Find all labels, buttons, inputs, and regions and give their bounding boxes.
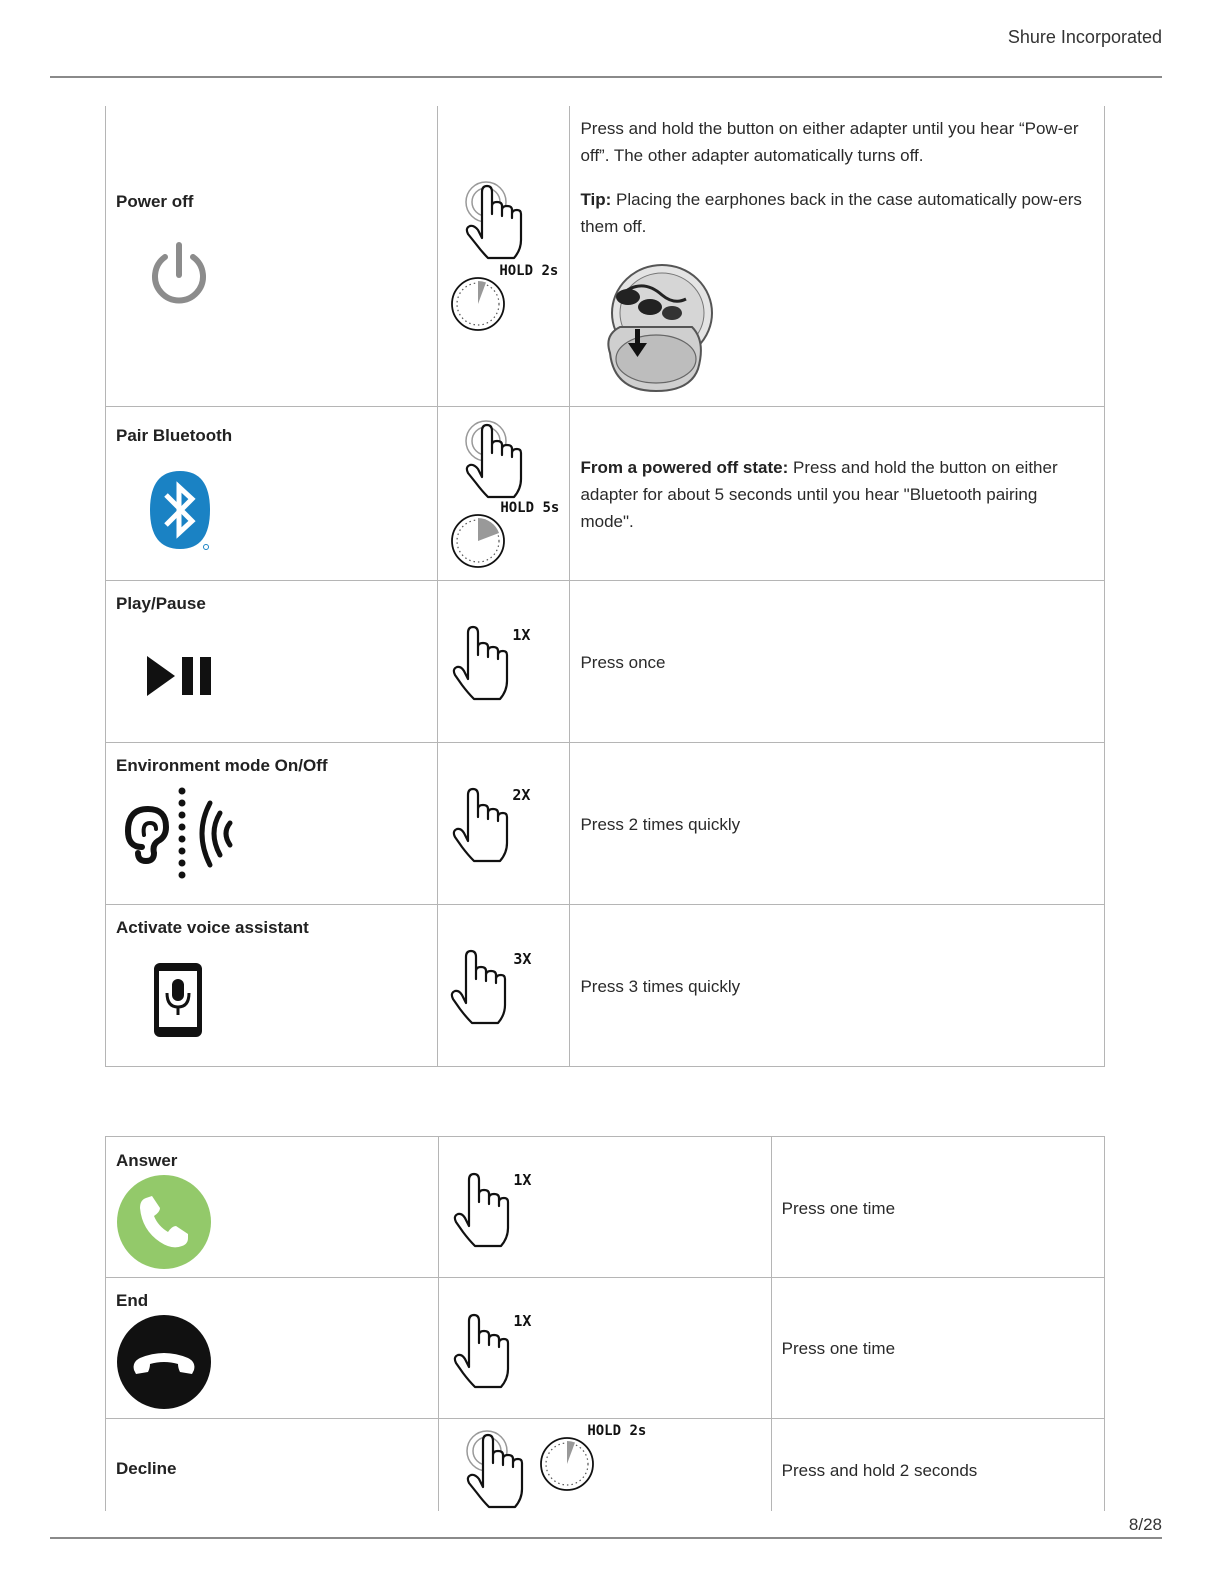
desc-bold: From a powered off state:: [580, 457, 789, 477]
table-row: [106, 580, 1105, 742]
gesture-label: 3X: [513, 949, 532, 968]
play-pause-icon: [146, 655, 214, 697]
table-row: [106, 904, 1105, 1066]
table-row: [106, 742, 1105, 904]
hand-tap-icon: [452, 787, 510, 863]
row-label: Answer: [116, 1151, 178, 1170]
row-label: Power off: [116, 192, 194, 211]
gesture-label: 1X: [513, 1312, 532, 1330]
tip-text: [580, 186, 1092, 240]
gesture-label: 1X: [513, 1171, 532, 1189]
footer-rule: [50, 1537, 1162, 1539]
hand-tap-icon: [450, 949, 508, 1025]
hand-tap-icon: [453, 1172, 511, 1248]
row-description: Press one time: [781, 1339, 896, 1358]
call-controls-table: [105, 1136, 1105, 1511]
voice-assistant-icon: [152, 961, 204, 1039]
header-rule: [50, 76, 1162, 78]
row-label: Activate voice assistant: [116, 917, 309, 937]
row-description: Press once: [580, 652, 666, 672]
end-call-icon: [116, 1314, 212, 1410]
hand-hold-icon: [462, 417, 526, 501]
earphones-case-illustration: [600, 261, 720, 395]
table-row: [106, 406, 1105, 580]
row-description: [580, 454, 1092, 535]
table-row: [106, 1137, 1105, 1278]
hand-tap-icon: [452, 625, 510, 701]
tip-body: Placing the earphones back in the case automatically pow-ers them off.: [580, 190, 1082, 236]
hand-hold-icon: [463, 1427, 527, 1511]
gesture-label: HOLD 5s: [500, 499, 560, 516]
row-description: Press one time: [781, 1199, 896, 1218]
row-description: Press and hold the button on either adapter until you hear “Pow-er off”. The other adapter automatically turns off.: [580, 119, 1079, 165]
header-company: Shure Incorporated: [1007, 27, 1162, 47]
timer-icon: [539, 1436, 595, 1492]
row-label: Environment mode On/Off: [116, 755, 328, 775]
environment-mode-icon: [122, 787, 238, 887]
row-description: Press 3 times quickly: [580, 976, 741, 996]
timer-icon: [450, 276, 506, 332]
gesture-label: 1X: [512, 625, 531, 644]
gesture-label: HOLD 2s: [587, 1423, 647, 1439]
table-row: [106, 1278, 1105, 1419]
timer-icon: [450, 513, 506, 569]
row-description: Press 2 times quickly: [580, 814, 741, 834]
table-row: [106, 106, 1105, 406]
gesture-label: HOLD 2s: [499, 263, 559, 279]
answer-call-icon: [116, 1174, 212, 1270]
tip-label: Tip:: [580, 190, 612, 209]
power-icon: [146, 242, 212, 308]
hand-hold-icon: [462, 178, 526, 262]
row-label: Play/Pause: [116, 593, 206, 613]
page-number: 8/28: [1128, 1515, 1162, 1534]
hand-tap-icon: [453, 1313, 511, 1389]
controls-table: [105, 106, 1105, 1067]
row-label: Decline: [116, 1459, 177, 1478]
row-label: Pair Bluetooth: [116, 425, 233, 445]
bluetooth-icon: [148, 469, 212, 551]
table-row: [106, 1419, 1105, 1511]
desc-body: Press and hold the button on either adapter for about 5 seconds until you hear "Bluetooth pairing mode".: [580, 457, 1058, 531]
row-description: Press and hold 2 seconds: [781, 1461, 978, 1480]
gesture-label: 2X: [512, 785, 531, 804]
row-label: End: [116, 1291, 149, 1310]
